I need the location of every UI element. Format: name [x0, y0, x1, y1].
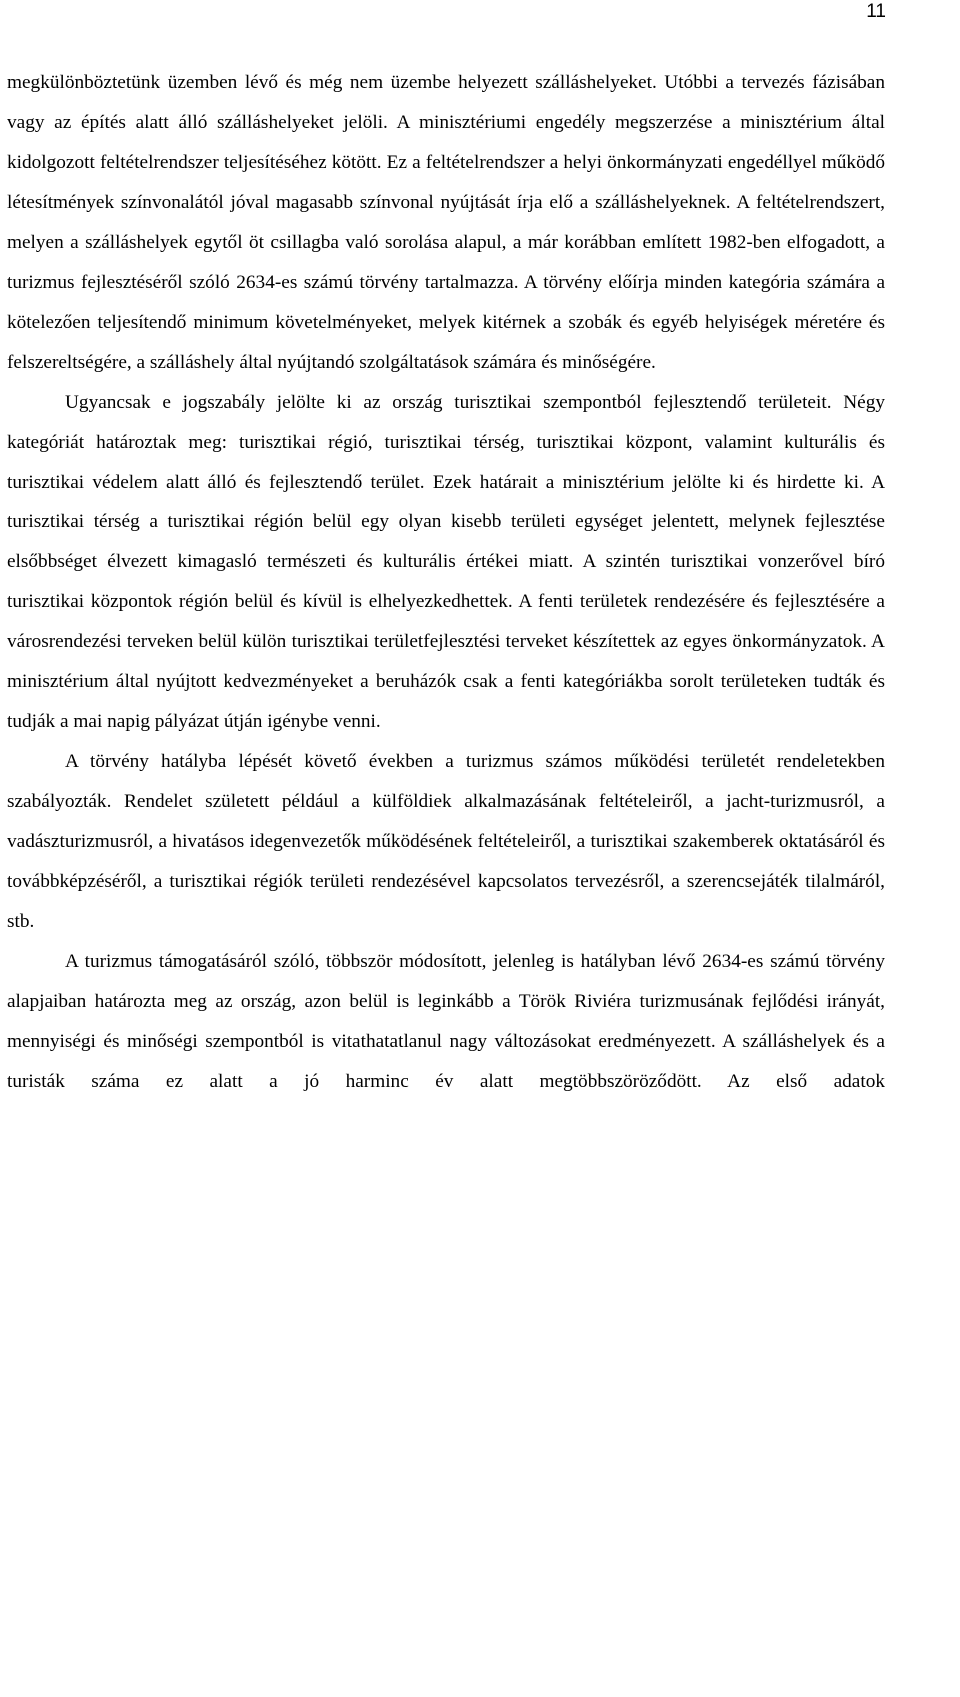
paragraph-3: A törvény hatályba lépését követő években a turizmus számos működési területét rendeletekben szabályozták. Rendelet született például a külföldiek alkalmazásának feltételeiről, a jacht-turizmusról, a vadászturizmusról, a hivatásos idegenvezetők működésének feltételeiről, a turisztikai szakemberek oktatásáról és továbbképzéséről, a turisztikai régiók területi rendezésével kapcsolatos tervezésről, a szerencsejáték tilalmáról, stb.: [7, 751, 885, 933]
body-text: [7, 63, 885, 1102]
paragraph-2: Ugyancsak e jogszabály jelölte ki az ország turisztikai szempontból fejlesztendő területeit. Négy kategóriát határoztak meg: turisztikai régió, turisztikai térség, turisztikai központ, valamint kulturális és turisztikai védelem alatt álló és fejlesztendő terület. Ezek határait a minisztérium jelölte ki és hirdette ki. A turisztikai térség a turisztikai régión belül egy olyan kisebb területi egységet jelentett, melynek fejlesztése elsőbbséget élvezett kimagasló természeti és kulturális értékei miatt. A szintén turisztikai vonzerővel bíró turisztikai központok régión belül és kívül is elhelyezkedhettek. A fenti területek rendezésére és fejlesztésére a városrendezési terveken belül külön turisztikai területfejlesztési terveket készítettek az egyes önkormányzatok. A minisztérium által nyújtott kedvezményeket a beruházók csak a fenti kategóriákba sorolt területeken tudták és tudják a mai napig pályázat útján igénybe venni.: [7, 391, 885, 733]
page-number: 11: [866, 1, 886, 22]
paragraph-4: A turizmus támogatásáról szóló, többször módosított, jelenleg is hatályban lévő 2634-es számú törvény alapjaiban határozta meg az ország, azon belül is leginkább a Török Riviéra turizmusának fejlődési irányát, mennyiségi és minőségi szempontból is vitathatatlanul nagy változásokat eredményezett. A szálláshelyek és a turisták száma ez alatt a jó harminc év alatt megtöbbszöröződött. Az első adatok: [7, 950, 885, 1092]
paragraph-1: megkülönböztetünk üzemben lévő és még nem üzembe helyezett szálláshelyeket. Utóbbi a tervezés fázisában vagy az építés alatt álló szálláshelyeket jelöli. A minisztériumi engedély megszerzése a minisztérium által kidolgozott feltételrendszer teljesítéséhez kötött. Ez a feltételrendszer a helyi önkormányzati engedéllyel működő létesítmények színvonalától jóval magasabb színvonal nyújtását írja elő a szálláshelyeknek. A feltételrendszert, melyen a szálláshelyek egytől öt csillagba való sorolása alapul, a már korábban említett 1982-ben elfogadott, a turizmus fejlesztéséről szóló 2634-es számú törvény tartalmazza. A törvény előírja minden kategória számára a kötelezően teljesítendő minimum követelményeket, melyek kitérnek a szobák és egyéb helyiségek méretére és felszereltségére, a szálláshely által nyújtandó szolgáltatások számára és minőségére.: [7, 72, 885, 373]
